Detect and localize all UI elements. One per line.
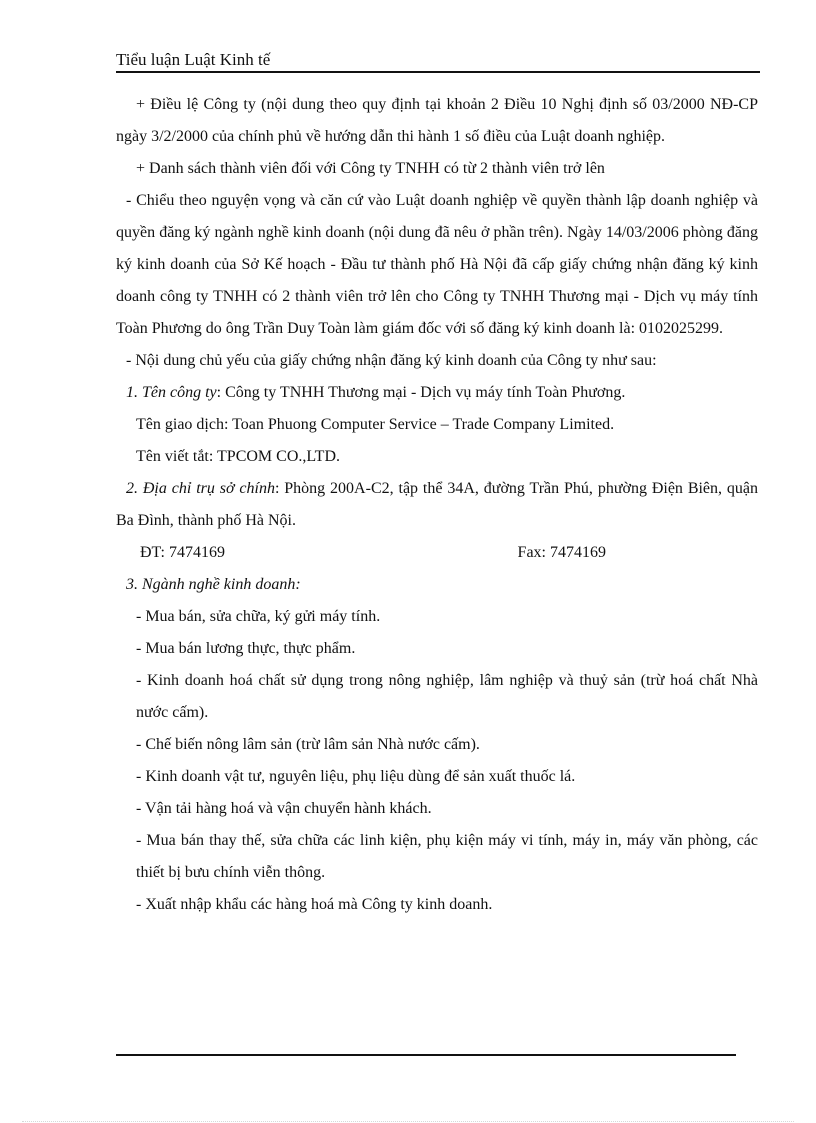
phone-number: ĐT: 7474169 [140, 544, 225, 561]
paragraph-charter: + Điều lệ Công ty (nội dung theo quy định tại khoản 2 Điều 10 Nghị định số 03/2000 NĐ-CP ngày 3/2/2000 của chính phủ về hướng dẫn thi hành 1 số điều của Luật doanh nghiệp. [116, 96, 758, 145]
business-line-item: - Kinh doanh hoá chất sử dụng trong nông nghiệp, lâm nghiệp và thuỷ sản (trừ hoá chất Nhà nước cấm). [136, 672, 758, 721]
address-label: 2. Địa chỉ trụ sở chính [126, 480, 275, 497]
business-line-item: - Xuất nhập khẩu các hàng hoá mà Công ty kinh doanh. [136, 896, 493, 913]
paragraph-certificate-contents: - Nội dung chủ yếu của giấy chứng nhận đăng ký kinh doanh của Công ty như sau: [126, 352, 657, 369]
business-lines-heading: 3. Ngành nghề kinh doanh: [126, 576, 301, 593]
paragraph-registration: - Chiểu theo nguyện vọng và căn cứ vào Luật doanh nghiệp về quyền thành lập doanh nghiệp và quyền đăng ký ngành nghề kinh doanh (nội dung đã nêu ở phần trên). Ngày 14/03/2006 phòng đăng ký kinh doanh của Sở Kế hoạch - Đầu tư thành phố Hà Nội đã cấp giấy chứng nhận đăng ký kinh doanh công ty TNHH có 2 thành viên trở lên cho Công ty TNHH Thương mại - Dịch vụ máy tính Toàn Phương do ông Trần Duy Toàn làm giám đốc với số đăng ký kinh doanh là: 0102025299. [116, 192, 758, 337]
business-line-item: - Mua bán lương thực, thực phẩm. [136, 640, 356, 657]
business-line-item: - Vận tải hàng hoá và vận chuyển hành khách. [136, 800, 432, 817]
business-line-item: - Kinh doanh vật tư, nguyên liệu, phụ liệu dùng để sản xuất thuốc lá. [136, 768, 576, 785]
trade-name-line: Tên giao dịch: Toan Phuong Computer Service – Trade Company Limited. [136, 416, 615, 433]
business-line-item: - Mua bán, sửa chữa, ký gửi máy tính. [136, 608, 381, 625]
page-header [116, 49, 760, 73]
fax-number: Fax: 7474169 [517, 544, 606, 561]
page-bottom-edge [22, 1121, 794, 1122]
short-name-line: Tên viết tắt: TPCOM CO.,LTD. [136, 448, 340, 465]
document-body [116, 89, 758, 921]
footer-rule [116, 1054, 736, 1056]
company-name-label: 1. Tên công ty [126, 384, 217, 401]
company-name-line [116, 377, 758, 409]
business-line-item: - Mua bán thay thế, sửa chữa các linh kiện, phụ kiện máy vi tính, máy in, máy văn phòng, các thiết bị bưu chính viễn thông. [136, 832, 758, 881]
address-line [116, 473, 758, 537]
header-title: Tiểu luận Luật Kinh tế [116, 50, 271, 69]
paragraph-member-list: + Danh sách thành viên đối với Công ty TNHH có từ 2 thành viên trở lên [136, 160, 605, 177]
company-name-value: : Công ty TNHH Thương mại - Dịch vụ máy tính Toàn Phương. [216, 384, 626, 401]
contact-row [116, 537, 758, 569]
address-value: : Phòng 200A-C2, tập thể 34A, đường Trần Phú, phường Điện Biên, quận Ba Đình, thành phố Hà Nội. [116, 480, 759, 529]
business-line-item: - Chế biến nông lâm sản (trừ lâm sản Nhà nước cấm). [136, 736, 480, 753]
